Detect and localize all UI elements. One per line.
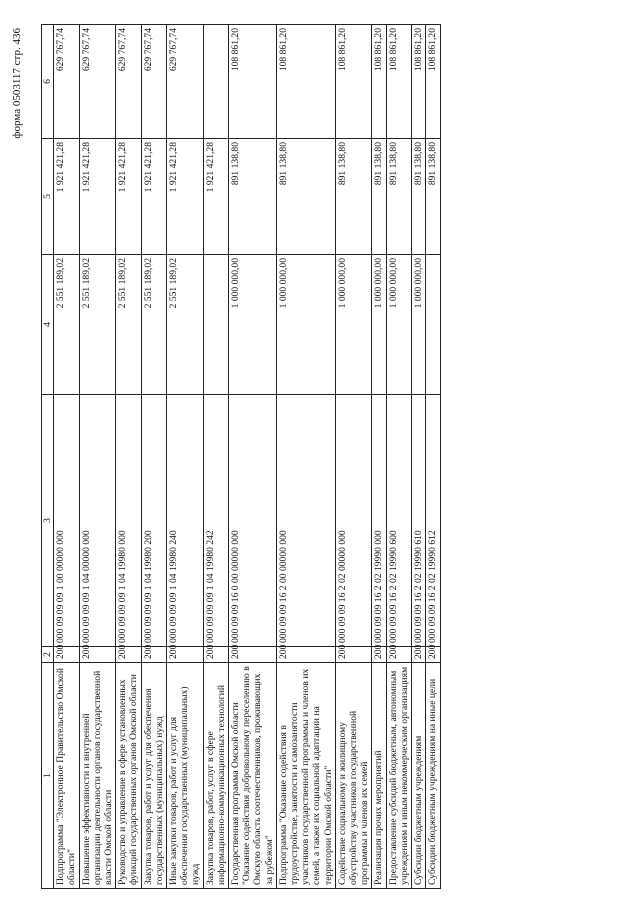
table-row bbox=[167, 25, 204, 889]
table-row bbox=[335, 25, 372, 889]
row-approved-amount-cell: 2 551 189,02 bbox=[167, 255, 204, 395]
row-name-cell: Субсидии бюджетным учреждениям на иные цели bbox=[426, 663, 440, 889]
row-admin-code-cell: 200 bbox=[386, 647, 411, 663]
table-row bbox=[386, 25, 411, 889]
row-unexecuted-amount-cell: 108 861,20 bbox=[426, 25, 440, 139]
row-admin-code-cell: 200 bbox=[79, 647, 116, 663]
row-classification-code-cell: 000 09 09 16 2 02 19990 612 bbox=[426, 395, 440, 647]
row-name-cell: Предоставление субсидий бюджетным, автономным учреждениям и иным некоммерческим организациям bbox=[386, 663, 411, 889]
row-admin-code-cell: 200 bbox=[141, 647, 166, 663]
row-unexecuted-amount-cell: 108 861,20 bbox=[276, 25, 335, 139]
row-executed-amount-cell: 891 138,80 bbox=[426, 139, 440, 255]
row-admin-code-cell: 200 bbox=[426, 647, 440, 663]
row-unexecuted-amount-cell: 108 861,20 bbox=[412, 25, 426, 139]
row-approved-amount-cell bbox=[426, 255, 440, 395]
row-executed-amount-cell: 1 921 421,28 bbox=[141, 139, 166, 255]
row-classification-code-cell: 000 09 09 09 1 00 00000 000 bbox=[54, 395, 79, 647]
row-executed-amount-cell: 891 138,80 bbox=[372, 139, 386, 255]
row-admin-code-cell: 200 bbox=[276, 647, 335, 663]
table-row bbox=[426, 25, 440, 889]
row-executed-amount-cell: 891 138,80 bbox=[335, 139, 372, 255]
row-approved-amount-cell: 1 000 000,00 bbox=[412, 255, 426, 395]
row-executed-amount-cell: 1 921 421,28 bbox=[167, 139, 204, 255]
table-row bbox=[116, 25, 141, 889]
row-classification-code-cell: 000 09 09 09 1 04 00000 000 bbox=[79, 395, 116, 647]
row-approved-amount-cell: 1 000 000,00 bbox=[276, 255, 335, 395]
row-unexecuted-amount-cell: 629 767,74 bbox=[79, 25, 116, 139]
row-name-cell: Руководство и управление в сфере установленных функций государственных органов Омской области bbox=[116, 663, 141, 889]
row-name-cell: Государственная программа Омской области "Оказание содействия добровольному переселению в Омскую область соотечественников, проживающих за рубежом" bbox=[229, 663, 277, 889]
table-row bbox=[79, 25, 116, 889]
row-classification-code-cell: 000 09 09 16 2 02 19990 600 bbox=[386, 395, 411, 647]
row-unexecuted-amount-cell bbox=[203, 25, 228, 139]
row-unexecuted-amount-cell: 629 767,74 bbox=[54, 25, 79, 139]
row-unexecuted-amount-cell: 108 861,20 bbox=[386, 25, 411, 139]
row-admin-code-cell: 200 bbox=[412, 647, 426, 663]
row-admin-code-cell: 200 bbox=[116, 647, 141, 663]
row-unexecuted-amount-cell: 629 767,74 bbox=[141, 25, 166, 139]
row-unexecuted-amount-cell: 108 861,20 bbox=[229, 25, 277, 139]
row-name-cell: Повышение эффективности и внутренней организации деятельности органов государственной власти Омской области bbox=[79, 663, 116, 889]
row-executed-amount-cell: 1 921 421,28 bbox=[54, 139, 79, 255]
row-approved-amount-cell: 1 000 000,00 bbox=[229, 255, 277, 395]
header-cell: 5 bbox=[42, 139, 54, 255]
row-classification-code-cell: 000 09 09 16 2 00 00000 000 bbox=[276, 395, 335, 647]
row-classification-code-cell: 000 09 09 16 2 02 19990 000 bbox=[372, 395, 386, 647]
row-classification-code-cell: 000 09 09 09 1 04 19980 000 bbox=[116, 395, 141, 647]
form-reference: форма 0503117 стр. 436 bbox=[11, 28, 23, 139]
row-approved-amount-cell: 1 000 000,00 bbox=[335, 255, 372, 395]
row-unexecuted-amount-cell: 108 861,20 bbox=[335, 25, 372, 139]
row-approved-amount-cell: 1 000 000,00 bbox=[372, 255, 386, 395]
row-name-cell: Закупка товаров, работ, услуг в сфере информационно-коммуникационных технологий bbox=[203, 663, 228, 889]
row-admin-code-cell: 200 bbox=[335, 647, 372, 663]
row-executed-amount-cell: 891 138,80 bbox=[412, 139, 426, 255]
row-classification-code-cell: 000 09 09 16 2 02 00000 000 bbox=[335, 395, 372, 647]
row-name-cell: Реализация прочих мероприятий bbox=[372, 663, 386, 889]
row-name-cell: Подпрограмма "Оказание содействия в трудоустройстве, занятости и самозанятости участников государственной программы и членов их семей, а также их социальной адаптации на территории Омской области" bbox=[276, 663, 335, 889]
header-cell: 2 bbox=[42, 647, 54, 663]
header-row bbox=[42, 25, 54, 889]
table-row bbox=[203, 25, 228, 889]
row-classification-code-cell: 000 09 09 16 2 02 19990 610 bbox=[412, 395, 426, 647]
table-row bbox=[229, 25, 277, 889]
row-executed-amount-cell: 891 138,80 bbox=[229, 139, 277, 255]
row-name-cell: Иные закупки товаров, работ и услуг для обеспечения государственных (муниципальных) нужд bbox=[167, 663, 204, 889]
row-unexecuted-amount-cell: 629 767,74 bbox=[167, 25, 204, 139]
table-row bbox=[141, 25, 166, 889]
row-approved-amount-cell: 2 551 189,02 bbox=[141, 255, 166, 395]
row-executed-amount-cell: 891 138,80 bbox=[386, 139, 411, 255]
row-executed-amount-cell: 1 921 421,28 bbox=[116, 139, 141, 255]
row-admin-code-cell: 200 bbox=[372, 647, 386, 663]
header-cell: 4 bbox=[42, 255, 54, 395]
row-executed-amount-cell: 1 921 421,28 bbox=[79, 139, 116, 255]
row-name-cell: Подпрограмма "Электронное Правительство Омской области" bbox=[54, 663, 79, 889]
header-cell: 3 bbox=[42, 395, 54, 647]
table-row bbox=[372, 25, 386, 889]
budget-table bbox=[41, 24, 441, 889]
row-classification-code-cell: 000 09 09 09 1 04 19980 242 bbox=[203, 395, 228, 647]
row-approved-amount-cell: 2 551 189,02 bbox=[79, 255, 116, 395]
row-unexecuted-amount-cell: 629 767,74 bbox=[116, 25, 141, 139]
row-approved-amount-cell: 1 000 000,00 bbox=[386, 255, 411, 395]
row-admin-code-cell: 200 bbox=[229, 647, 277, 663]
row-name-cell: Содействие социальному и жилищному обустройству участников государственной программы и членов их семей bbox=[335, 663, 372, 889]
row-approved-amount-cell: 2 551 189,02 bbox=[116, 255, 141, 395]
row-approved-amount-cell bbox=[203, 255, 228, 395]
header-cell: 6 bbox=[42, 25, 54, 139]
row-name-cell: Закупка товаров, работ и услуг для обеспечения государственных (муниципальных) нужд bbox=[141, 663, 166, 889]
row-executed-amount-cell: 1 921 421,28 bbox=[203, 139, 228, 255]
row-classification-code-cell: 000 09 09 09 1 04 19980 200 bbox=[141, 395, 166, 647]
row-approved-amount-cell: 2 551 189,02 bbox=[54, 255, 79, 395]
row-classification-code-cell: 000 09 09 16 0 00 00000 000 bbox=[229, 395, 277, 647]
table-row bbox=[54, 25, 79, 889]
row-admin-code-cell: 200 bbox=[203, 647, 228, 663]
row-admin-code-cell: 200 bbox=[167, 647, 204, 663]
row-name-cell: Субсидии бюджетным учреждениям bbox=[412, 663, 426, 889]
row-classification-code-cell: 000 09 09 09 1 04 19980 240 bbox=[167, 395, 204, 647]
table-row bbox=[276, 25, 335, 889]
row-admin-code-cell: 200 bbox=[54, 647, 79, 663]
table-body bbox=[42, 25, 441, 889]
row-executed-amount-cell: 891 138,80 bbox=[276, 139, 335, 255]
table-row bbox=[412, 25, 426, 889]
row-unexecuted-amount-cell: 108 861,20 bbox=[372, 25, 386, 139]
header-cell: 1 bbox=[42, 663, 54, 889]
